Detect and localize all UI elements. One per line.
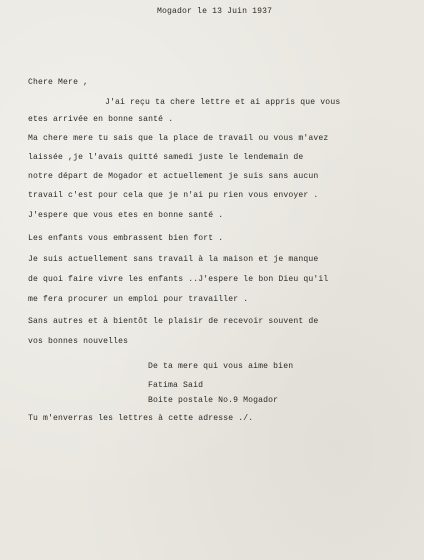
body-line: vos bonnes nouvelles <box>28 337 129 346</box>
body-line: travail c'est pour cela que je n'ai pu rien vous envoyer . <box>28 191 319 200</box>
body-line: J'espere que vous etes en bonne santé . <box>28 211 224 220</box>
dateline: Mogador le 13 Juin 1937 <box>157 7 273 16</box>
signature-name: Fatima Said <box>148 381 204 390</box>
signature-address: Boite postale No.9 Mogador <box>148 396 279 405</box>
body-line: laissée ,je l'avais quitté samedi juste le lendemain de <box>28 153 304 162</box>
closing: De ta mere qui vous aime bien <box>148 362 294 371</box>
body-line: etes arrivée en bonne santé . <box>28 115 174 124</box>
body-line: notre départ de Mogador et actuellement je suis sans aucun <box>28 172 319 181</box>
body-line: J'ai reçu ta chere lettre et ai appris que vous <box>105 98 341 107</box>
salutation: Chere Mere , <box>28 78 89 87</box>
body-line: Ma chere mere tu sais que la place de travail ou vous m'avez <box>28 134 329 143</box>
body-line: Je suis actuellement sans travail à la maison et je manque <box>28 255 319 264</box>
body-line: me fera procurer un emploi pour travailler . <box>28 295 249 304</box>
body-line: Sans autres et à bientôt le plaisir de recevoir souvent de <box>28 317 319 326</box>
postscript: Tu m'enverras les lettres à cette adresse ./. <box>28 414 254 423</box>
body-line: de quoi faire vivre les enfants ..J'espere le bon Dieu qu'il <box>28 275 329 284</box>
body-line: Les enfants vous embrassent bien fort . <box>28 234 224 243</box>
